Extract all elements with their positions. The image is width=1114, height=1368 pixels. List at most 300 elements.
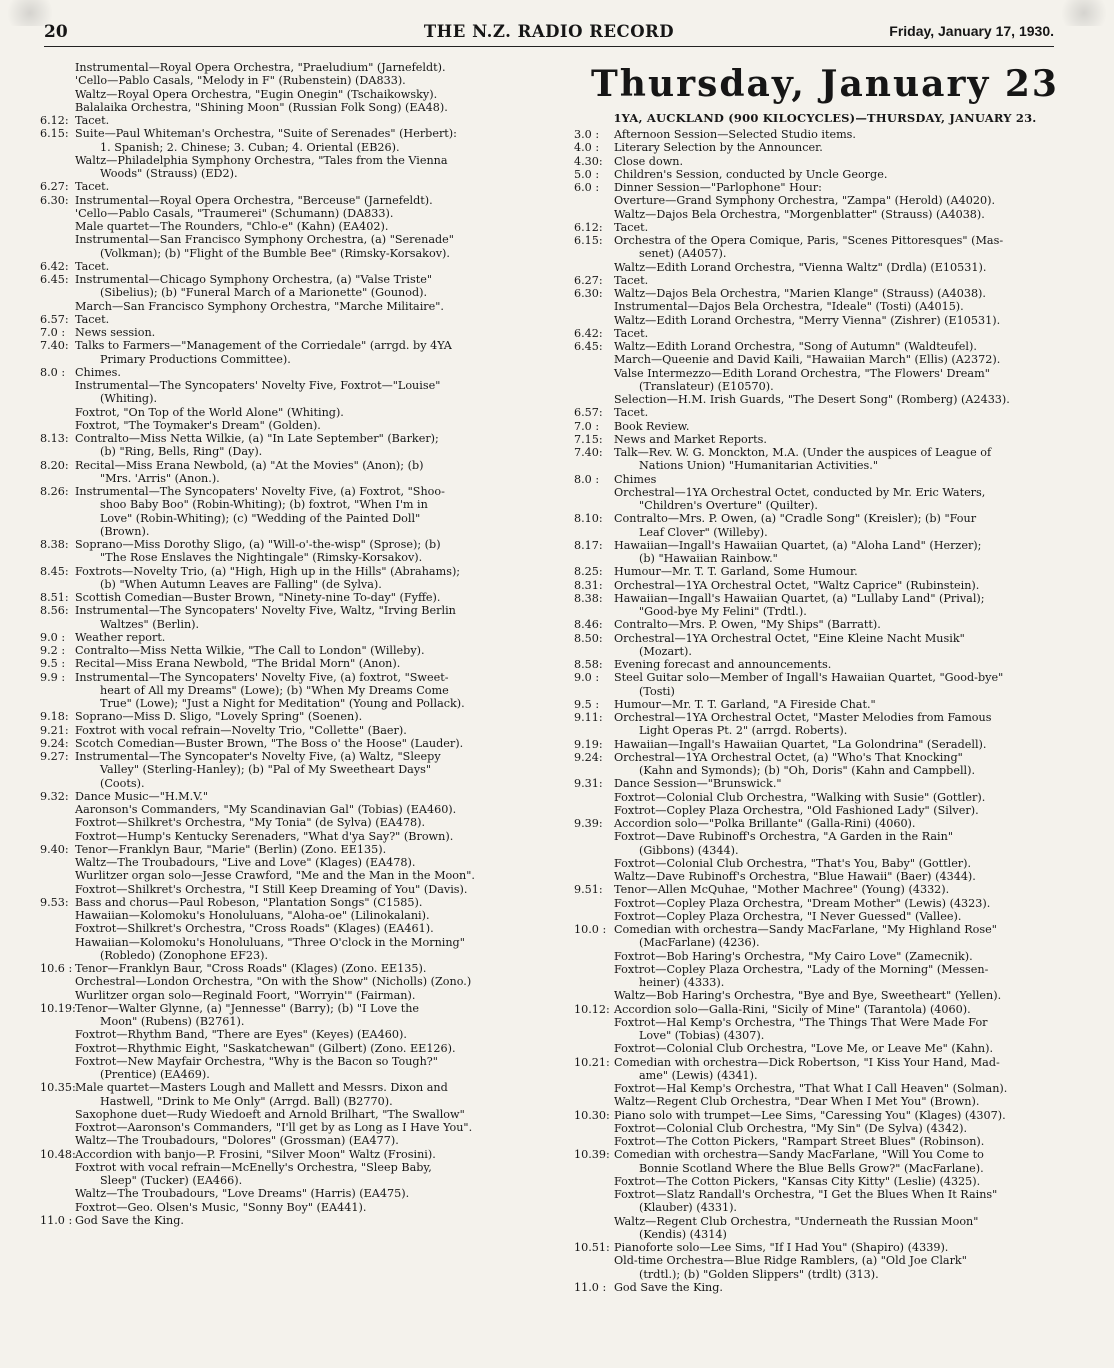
entry-time: 9.40: (40, 842, 69, 856)
entry-time: 10.19: (40, 1001, 76, 1015)
entry-body (614, 592, 1076, 619)
entry-body (75, 737, 536, 750)
entry-line: Dance Session—"Brunswick." (614, 777, 782, 791)
entry-body (614, 1281, 1076, 1294)
entry-time: 9.19: (574, 737, 603, 751)
entry-line: Foxtrot—Shilkret's Orchestra, "I Still Keep Dreaming of You" (Davis). (75, 882, 468, 896)
programme-entry (40, 260, 536, 273)
entry-time: 10.0 : (574, 923, 607, 936)
entry-body (75, 194, 536, 260)
programme-entry (574, 738, 1076, 751)
entry-line: Foxtrot—Copley Plaza Orchestra, "Old Fashioned Lady" (Silver). (614, 803, 979, 817)
entry-line: Waltz—Dajos Bela Orchestra, "Morgenblatter" (Strauss) (A4038). (614, 207, 985, 221)
entry-body (75, 260, 536, 273)
entry-time: 7.40: (574, 446, 603, 459)
entry-body (614, 274, 1076, 287)
entry-body (614, 340, 1076, 406)
entry-time: 9.11: (574, 711, 603, 724)
entry-time: 8.31: (574, 578, 603, 592)
issue-date: Friday, January 17, 1930. (889, 23, 1054, 39)
programme-entry (574, 128, 1076, 141)
entry-line: Hawaiian—Ingall's Hawaiian Quartet, (a) "Aloha Land" (Herzer); (614, 538, 982, 552)
programme-entry (40, 127, 536, 180)
entry-line: Waltz—Bob Haring's Orchestra, "Bye and Bye, Sweetheart" (Yellen). (614, 989, 1002, 1003)
entry-time: 9.2 : (40, 644, 66, 657)
entry-line: Foxtrot—The Cotton Pickers, "Kansas City Kitty" (Leslie) (4325). (614, 1174, 981, 1188)
entry-line: (Prentice) (EA469). (100, 1068, 210, 1081)
entry-time: 4.0 : (574, 141, 600, 155)
entry-line: Orchestral—1YA Orchestral Octet, "Eine Kleine Nacht Musik" (614, 631, 965, 645)
entry-line: Evening forecast and announcements. (614, 658, 832, 671)
entry-line: Instrumental—The Syncopaters' Novelty Five, (a) foxtrot, "Sweet- (75, 670, 449, 684)
programme-entry (574, 632, 1076, 659)
entry-line: (Klauber) (4331). (639, 1201, 737, 1215)
entry-line: Comedian with orchestra—Sandy MacFarlane, "My Highland Rose" (614, 923, 997, 936)
entry-line: Foxtrot—Rhythm Band, "There are Eyes" (Keyes) (EA460). (75, 1028, 407, 1042)
entry-time: 10.12: (574, 1002, 610, 1016)
entry-body (75, 1148, 536, 1214)
entry-time: 8.38: (40, 538, 69, 551)
programme-entry (574, 671, 1076, 698)
entry-body (75, 485, 536, 538)
programme-entry (574, 698, 1076, 711)
entry-body (614, 155, 1076, 168)
entry-time: 11.0 : (40, 1213, 73, 1227)
entry-line: Contralto—Miss Netta Wilkie, (a) "In Late September" (Barker); (75, 432, 439, 445)
entry-line: Hawaiian—Kolomoku's Honoluluans, "Aloha-oe" (Lilinokalani). (75, 909, 430, 922)
entry-time: 6.45: (574, 340, 603, 353)
programme-entry (40, 737, 536, 750)
entry-body (75, 843, 536, 896)
entry-line: Foxtrot—Bob Haring's Orchestra, "My Cairo Love" (Zamecnik). (614, 949, 973, 963)
entry-line: Instrumental—Chicago Symphony Orchestra, (a) "Valse Triste" (75, 273, 432, 286)
programme-entry (574, 234, 1076, 274)
entry-line: Hawaiian—Kolomoku's Honoluluans, "Three O'clock in the Morning" (75, 935, 465, 949)
entry-line: Accordion with banjo—P. Frosini, "Silver Moon" Waltz (Frosini). (75, 1147, 436, 1161)
entry-time: 8.10: (574, 512, 603, 526)
entry-line: Chimes. (75, 365, 121, 379)
entry-line: Hawaiian—Ingall's Hawaiian Quartet, (a) "Lullaby Land" (Prival); (614, 591, 985, 605)
entry-line: Waltz—Philadelphia Symphony Orchestra, "Tales from the Vienna (75, 153, 448, 167)
entry-body (614, 738, 1076, 751)
entry-time: 10.35: (40, 1081, 76, 1095)
programme-entry (574, 155, 1076, 168)
entry-line: Overture—Grand Symphony Orchestra, "Zampa" (Herold) (A4020). (614, 194, 996, 208)
entry-time: 11.0 : (574, 1280, 607, 1294)
entry-line: Foxtrot—Hal Kemp's Orchestra, "The Things That Were Made For (614, 1015, 988, 1029)
entry-line: Waltz—Dave Rubinoff's Orchestra, "Blue Hawaii" (Baer) (4344). (614, 870, 976, 883)
entry-line: 1. Spanish; 2. Chinese; 3. Cuban; 4. Oriental (EB26). (100, 140, 400, 154)
entry-line: Instrumental—The Syncopaters' Novelty Five, (a) Foxtrot, "Shoo- (75, 485, 445, 498)
entry-time: 6.42: (574, 326, 603, 340)
programme-entry (574, 1241, 1076, 1281)
programme-entry (574, 274, 1076, 287)
entry-line: News and Market Reports. (614, 432, 767, 446)
entry-line: Hawaiian—Ingall's Hawaiian Quartet, "La Golondrina" (Seradell). (614, 737, 987, 751)
programme-entry (574, 420, 1076, 433)
entry-line: Foxtrot—The Cotton Pickers, "Rampart Street Blues" (Robinson). (614, 1135, 985, 1148)
programme-entry (574, 618, 1076, 631)
entry-body (614, 1056, 1076, 1109)
entry-body (614, 406, 1076, 419)
entry-line: Comedian with orchestra—Dick Robertson, "I Kiss Your Hand, Mad- (614, 1055, 1000, 1069)
programme-entry (574, 141, 1076, 154)
entry-body (75, 339, 536, 366)
entry-line: Tacet. (75, 312, 110, 326)
entry-line: Tenor—Allen McQuhae, "Mother Machree" (Young) (4332). (614, 883, 950, 897)
entry-time: 9.27: (40, 750, 69, 763)
entry-body (75, 644, 536, 657)
entry-time: 9.24: (40, 736, 69, 750)
station-heading: 1YA, AUCKLAND (900 KILOCYCLES)—THURSDAY, JANUARY 23. (613, 111, 1037, 125)
entry-line: Woods" (Strauss) (ED2). (100, 167, 238, 180)
entry-line: "Mrs. 'Arris" (Anon.). (100, 471, 220, 485)
entry-line: Male quartet—The Rounders, "Chlo-e" (Kahn) (EA402). (75, 220, 389, 233)
entry-time: 6.45: (40, 273, 69, 286)
entry-line: (Whiting). (100, 392, 158, 406)
entry-time: 9.31: (574, 777, 603, 791)
entry-line: Orchestral—1YA Orchestral Octet, "Master Melodies from Famous (614, 711, 992, 724)
entry-time: 8.45: (40, 564, 69, 578)
entry-line: (MacFarlane) (4236). (639, 936, 760, 950)
entry-line: Orchestral—1YA Orchestral Octet, conducted by Mr. Eric Waters, (614, 485, 986, 499)
entry-time: 10.30: (574, 1108, 610, 1122)
entry-line: (Kendis) (4314) (639, 1227, 727, 1241)
programme-entry (574, 658, 1076, 671)
programme-entry (40, 644, 536, 657)
entry-line: Foxtrot—Colonial Club Orchestra, "Walking with Susie" (Gottler). (614, 790, 986, 804)
entry-body (75, 432, 536, 459)
right-entries (574, 128, 1076, 1294)
entry-line: Foxtrot—Shilkret's Orchestra, "My Tonia" (de Sylva) (EA478). (75, 816, 426, 830)
entry-line: Leaf Clover" (Willeby). (639, 525, 768, 539)
entry-line: Suite—Paul Whiteman's Orchestra, "Suite of Serenades" (Herbert): (75, 127, 457, 141)
entry-line: Foxtrot—Dave Rubinoff's Orchestra, "A Garden in the Rain" (614, 830, 953, 844)
entry-line: Foxtrot—Aaronson's Commanders, "I'll get by as Long as I Have You". (75, 1121, 473, 1134)
entry-body (75, 127, 536, 180)
entry-time: 8.13: (40, 432, 69, 445)
entry-line: Instrumental—San Francisco Symphony Orchestra, (a) "Serenade" (75, 233, 454, 247)
entry-line: Foxtrot with vocal refrain—McEnelly's Orchestra, "Sleep Baby, (75, 1160, 432, 1174)
entry-line: (Volkman); (b) "Flight of the Bumble Bee" (Rimsky-Korsakov). (100, 246, 450, 260)
entry-time: 6.15: (574, 234, 603, 247)
entry-line: Love" (Robin-Whiting); (c) "Wedding of the Painted Doll" (100, 511, 421, 525)
entry-line: Valley" (Sterling-Hanley); (b) "Pal of My Sweetheart Days" (100, 763, 432, 777)
entry-line: Wurlitzer organ solo—Reginald Foort, "Worryin'" (Fairman). (75, 988, 416, 1002)
entry-body (614, 221, 1076, 234)
programme-entry (40, 313, 536, 326)
entry-time: 10.51: (574, 1241, 610, 1254)
entry-time: 8.26: (40, 485, 69, 498)
entry-line: Tacet. (75, 114, 110, 127)
entry-body (75, 1002, 536, 1082)
entry-time: 3.0 : (574, 128, 600, 141)
programme-entry (574, 565, 1076, 578)
entry-line: Waltz—Edith Lorand Orchestra, "Merry Vienna" (Zishrer) (E10531). (614, 313, 1001, 327)
entry-body (614, 711, 1076, 738)
entry-line: Foxtrot, "On Top of the World Alone" (Whiting). (75, 405, 344, 419)
entry-time: 6.15: (40, 127, 69, 141)
entry-line: Bonnie Scotland Where the Blue Bells Grow?" (MacFarlane). (639, 1161, 984, 1175)
programme-entry (40, 339, 536, 366)
entry-line: Waltz—The Troubadours, "Love Dreams" (Harris) (EA475). (75, 1187, 410, 1201)
entry-line: Tenor—Franklyn Baur, "Cross Roads" (Klages) (Zono. EE135). (75, 962, 427, 975)
entry-line: Foxtrots—Novelty Trio, (a) "High, High up in the Hills" (Abrahams); (75, 564, 461, 578)
entry-line: Contralto—Mrs. P. Owen, "My Ships" (Barratt). (614, 618, 881, 632)
entry-line: Scotch Comedian—Buster Brown, "The Boss o' the Hoose" (Lauder). (75, 736, 464, 750)
entry-body (75, 591, 536, 604)
entry-body (614, 287, 1076, 327)
entry-time: 9.53: (40, 895, 69, 909)
entry-body (614, 327, 1076, 340)
entry-time (40, 61, 75, 114)
entry-body (614, 1003, 1076, 1056)
entry-line: Comedian with orchestra—Sandy MacFarlane, "Will You Come to (614, 1148, 984, 1162)
entry-body (75, 962, 536, 1002)
entry-line: Tacet. (614, 326, 649, 340)
entry-line: (Coots). (100, 776, 145, 790)
entry-time: 10.48: (40, 1147, 76, 1161)
entry-body (75, 1081, 536, 1147)
left-column-programme (40, 61, 536, 1227)
programme-entry (574, 1003, 1076, 1056)
programme-entry (40, 61, 536, 114)
entry-body (75, 790, 536, 843)
entry-line: Afternoon Session—Selected Studio items. (614, 128, 856, 141)
entry-body (614, 446, 1076, 473)
programme-entry (574, 181, 1076, 221)
programme-entry (574, 433, 1076, 446)
entry-time: 8.20: (40, 458, 69, 472)
entry-body (75, 180, 536, 193)
entry-line: Hastwell, "Drink to Me Only" (Arrgd. Ball) (B2770). (100, 1094, 393, 1108)
entry-body (614, 579, 1076, 592)
programme-entry (40, 1148, 536, 1214)
entry-time: 6.12: (574, 220, 603, 234)
entry-body (614, 751, 1076, 778)
entry-time: 8.51: (40, 591, 69, 604)
entry-line: Dance Music—"H.M.V." (75, 789, 209, 803)
programme-entry (574, 1148, 1076, 1241)
entry-time: 6.27: (574, 273, 603, 287)
entry-line: Selection—H.M. Irish Guards, "The Desert Song" (Romberg) (A2433). (614, 393, 1010, 406)
entry-time: 9.21: (40, 723, 69, 737)
entry-line: Orchestral—1YA Orchestral Octet, "Waltz Caprice" (Rubinstein). (614, 578, 980, 592)
entry-time: 6.57: (40, 312, 69, 326)
entry-line: Talk—Rev. W. G. Monckton, M.A. (Under the auspices of League of (614, 446, 992, 459)
entry-line: Waltz—The Troubadours, "Dolores" (Grossman) (EA477). (75, 1134, 399, 1148)
entry-line: (Brown). (100, 524, 150, 538)
entry-line: (trdtl.); (b) "Golden Slippers" (trdlt) (313). (639, 1267, 879, 1281)
entry-line: Moon" (Rubens) (B2761). (100, 1015, 245, 1028)
programme-entry (574, 327, 1076, 340)
entry-time: 10.21: (574, 1055, 610, 1069)
entry-line: Foxtrot—Hal Kemp's Orchestra, "That What I Call Heaven" (Solman). (614, 1082, 1008, 1095)
entry-line: (Gibbons) (4344). (639, 843, 739, 857)
entry-body (75, 750, 536, 790)
entry-body (614, 433, 1076, 446)
entry-time: 8.58: (574, 658, 603, 671)
programme-entry (574, 592, 1076, 619)
entry-line: Light Operas Pt. 2" (arrgd. Roberts). (639, 724, 848, 738)
programme-entry (574, 1281, 1076, 1294)
programme-entry (574, 923, 1076, 1003)
entry-line: Tacet. (614, 220, 649, 234)
entry-line: "The Rose Enslaves the Nightingale" (Rimsky-Korsakov). (100, 551, 423, 565)
entry-time: 9.0 : (574, 671, 600, 685)
entry-body (614, 512, 1076, 539)
programme-entry (574, 340, 1076, 406)
entry-line: 'Cello—Pablo Casals, "Melody in F" (Rubenstein) (DA833). (75, 74, 406, 88)
entry-body (75, 459, 536, 486)
entry-line: Waltz—Edith Lorand Orchestra, "Vienna Waltz" (Drdla) (E10531). (614, 260, 987, 274)
masthead: THE N.Z. RADIO RECORD (423, 22, 675, 41)
entry-body (614, 539, 1076, 566)
entry-body (75, 366, 536, 432)
entry-line: Orchestral—1YA Orchestral Octet, (a) "Who's That Knocking" (614, 750, 963, 764)
programme-entry (574, 512, 1076, 539)
programme-entry (40, 273, 536, 313)
entry-time: 8.25: (574, 565, 603, 579)
entry-line: Foxtrot—Rhythmic Eight, "Saskatchewan" (Gilbert) (Zono. EE126). (75, 1041, 456, 1055)
programme-entry (40, 750, 536, 790)
entry-line: (Sibelius); (b) "Funeral March of a Marionette" (Gounod). (100, 286, 428, 300)
right-column-programme (574, 61, 1076, 1294)
entry-line: Wurlitzer organ solo—Jesse Crawford, "Me and the Man in the Moon". (75, 869, 475, 883)
entry-line: Foxtrot—Copley Plaza Orchestra, "Dream Mother" (Lewis) (4323). (614, 896, 991, 910)
entry-time: 7.15: (574, 432, 603, 446)
programme-entry (574, 221, 1076, 234)
entry-time: 8.46: (574, 618, 603, 632)
entry-line: (Robledo) (Zonophone EF23). (100, 948, 269, 962)
programme-entry (40, 366, 536, 432)
entry-line: Love" (Tobias) (4307). (639, 1029, 765, 1042)
entry-body (614, 420, 1076, 433)
entry-line: Tenor—Franklyn Baur, "Marie" (Berlin) (Zono. EE135). (75, 842, 387, 856)
entry-body (614, 1109, 1076, 1149)
entry-body (614, 181, 1076, 221)
programme-entry (574, 777, 1076, 817)
entry-body (75, 538, 536, 565)
entry-body (75, 114, 536, 127)
entry-line: March—Queenie and David Kaili, "Hawaiian March" (Ellis) (A2372). (614, 353, 1001, 367)
entry-line: Recital—Miss Erana Newbold, (a) "At the Movies" (Anon); (b) (75, 458, 424, 472)
entry-body (75, 61, 536, 114)
entry-line: Old-time Orchestra—Blue Ridge Ramblers, (a) "Old Joe Clark" (614, 1254, 967, 1268)
entry-line: Dinner Session—"Parlophone" Hour: (614, 181, 822, 194)
programme-entry (40, 591, 536, 604)
entry-body (75, 631, 536, 644)
entry-time: 8.56: (40, 604, 69, 618)
entry-line: Recital—Miss Erana Newbold, "The Bridal Morn" (Anon). (75, 657, 401, 671)
entry-line: Foxtrot—Colonial Club Orchestra, "My Sin" (De Sylva) (4342). (614, 1121, 968, 1135)
entry-time: 9.18: (40, 710, 69, 724)
page-number: 20 (44, 22, 68, 42)
entry-line: Foxtrot—Colonial Club Orchestra, "Love Me, or Leave Me" (Kahn). (614, 1042, 994, 1056)
entry-line: Saxophone duet—Rudy Wiedoeft and Arnold Brilhart, "The Swallow" (75, 1107, 465, 1121)
entry-line: Nations Union) "Humanitarian Activities." (639, 459, 878, 473)
entry-time: 6.30: (40, 193, 69, 207)
programme-entry (40, 565, 536, 592)
programme-entry (40, 657, 536, 670)
entry-line: Accordion solo—"Polka Brillante" (Galla-Rini) (4060). (614, 817, 916, 830)
entry-body (614, 618, 1076, 631)
entry-line: Foxtrot—Hump's Kentucky Serenaders, "What d'ya Say?" (Brown). (75, 829, 454, 843)
entry-time: 8.17: (574, 538, 603, 552)
entry-line: Waltz—Royal Opera Orchestra, "Eugin Onegin" (Tschaikowsky). (75, 87, 438, 101)
entry-line: Waltzes" (Berlin). (100, 617, 200, 631)
programme-entry (40, 790, 536, 843)
entry-line: Foxtrot with vocal refrain—Novelty Trio, "Collette" (Baer). (75, 723, 407, 737)
entry-line: Bass and chorus—Paul Robeson, "Plantation Songs" (C1585). (75, 895, 423, 909)
entry-body (614, 698, 1076, 711)
entry-time: 7.0 : (40, 326, 66, 339)
entry-line: Humour—Mr. T. T. Garland, Some Humour. (614, 565, 858, 579)
entry-line: Balalaika Orchestra, "Shining Moon" (Russian Folk Song) (EA48). (75, 100, 448, 114)
entry-time: 6.42: (40, 259, 69, 273)
programme-entry (40, 459, 536, 486)
entry-body (75, 671, 536, 711)
entry-line: (Mozart). (639, 644, 692, 658)
entry-body (75, 657, 536, 670)
entry-body (75, 896, 536, 962)
entry-body (75, 724, 536, 737)
entry-line: Chimes (614, 472, 657, 486)
entry-line: Waltz—Regent Club Orchestra, "Dear When I Met You" (Brown). (614, 1095, 980, 1109)
programme-entry (574, 817, 1076, 883)
entry-body (614, 1148, 1076, 1241)
entry-body (614, 168, 1076, 181)
page-header (44, 22, 1054, 47)
programme-entry (40, 604, 536, 631)
entry-time: 5.0 : (574, 167, 600, 181)
programme-entry (40, 710, 536, 723)
page-stain (1054, 0, 1114, 26)
programme-entry (574, 883, 1076, 923)
entry-body (75, 313, 536, 326)
entry-time: 7.0 : (574, 419, 600, 433)
entry-body (75, 710, 536, 723)
entry-line: Weather report. (75, 630, 166, 644)
entry-line: Instrumental—The Syncopaters' Novelty Five, Waltz, "Irving Berlin (75, 604, 456, 618)
entry-body (75, 326, 536, 339)
programme-entry (574, 1056, 1076, 1109)
entry-line: Steel Guitar solo—Member of Ingall's Hawaiian Quartet, "Good-bye" (614, 671, 1004, 685)
entry-line: True" (Lowe); "Just a Night for Meditation" (Young and Pollack). (100, 697, 465, 710)
entry-line: Literary Selection by the Announcer. (614, 141, 823, 155)
programme-entry (574, 473, 1076, 513)
entry-time: 8.0 : (40, 365, 66, 379)
entry-time: 6.30: (574, 287, 603, 300)
programme-entry (40, 724, 536, 737)
programme-entry (574, 287, 1076, 327)
entry-time: 9.32: (40, 789, 69, 803)
programme-entry (40, 538, 536, 565)
entry-line: Waltz—Dajos Bela Orchestra, "Marien Klange" (Strauss) (A4038). (614, 287, 986, 300)
entry-line: Tenor—Walter Glynne, (a) "Jennesse" (Barry); (b) "I Love the (75, 1001, 420, 1015)
entry-body (614, 1241, 1076, 1281)
programme-entry (40, 180, 536, 193)
entry-time: 10.6 : (40, 962, 73, 975)
programme-entry (574, 751, 1076, 778)
entry-time: 9.5 : (574, 697, 600, 711)
entry-time: 9.5 : (40, 657, 66, 671)
entry-line: Piano solo with trumpet—Lee Sims, "Caressing You" (Klages) (4307). (614, 1108, 1006, 1122)
entry-time: 6.57: (574, 406, 603, 420)
programme-entry (40, 631, 536, 644)
day-title: Thursday, January 23 (591, 63, 1059, 105)
entry-line: ame" (Lewis) (4341). (639, 1068, 758, 1082)
